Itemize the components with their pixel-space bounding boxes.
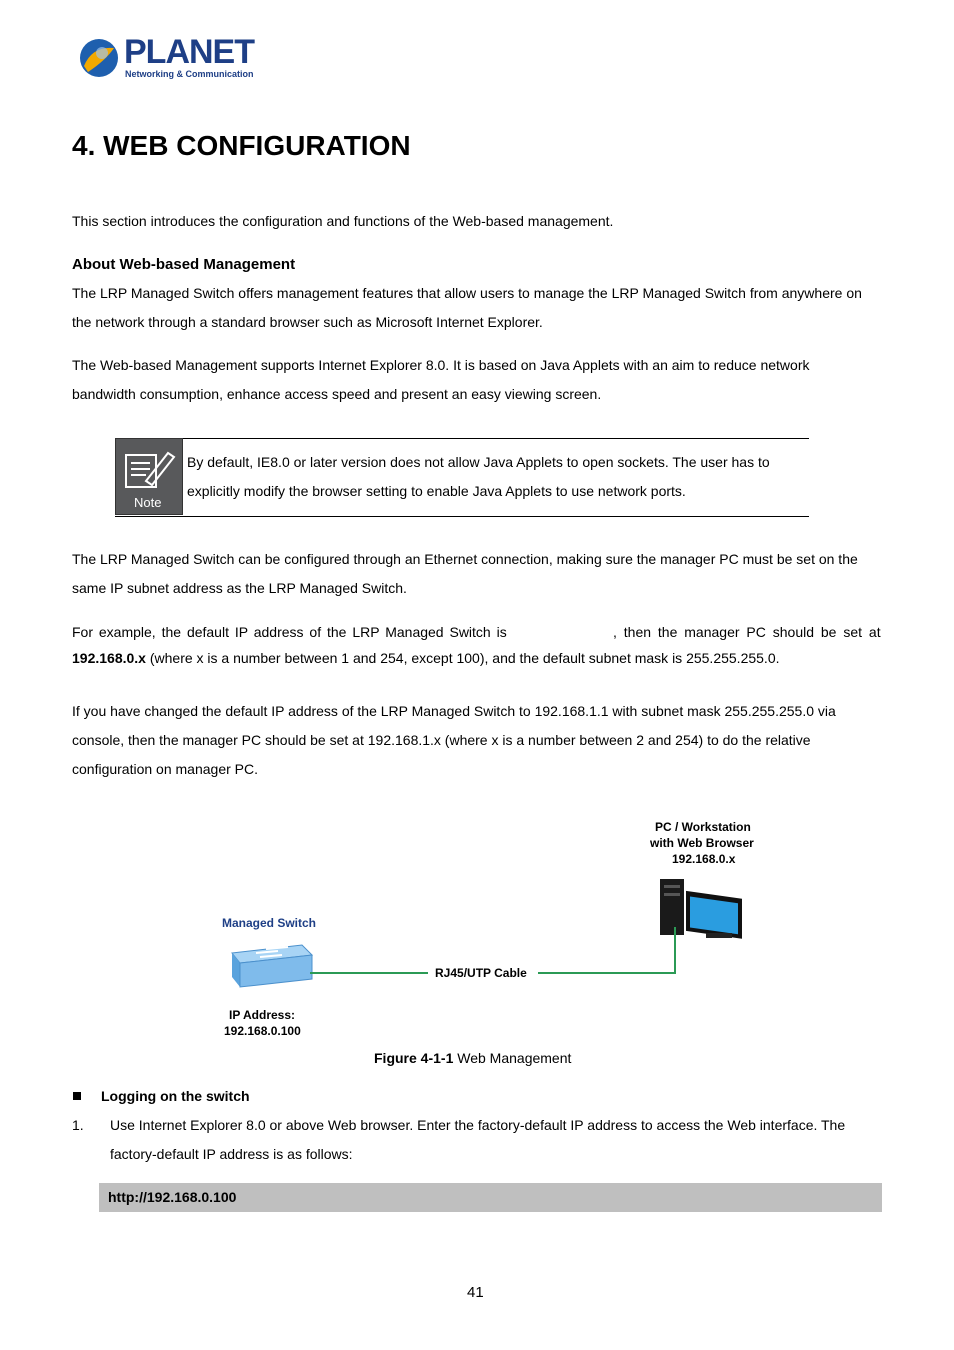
example-line1-a: For example, the default IP address of the LRP Managed Switch is (72, 624, 507, 640)
brand-name: PLANET (124, 33, 254, 71)
note-line2: explicitly modify the browser setting to enable Java Applets to use network ports. (187, 483, 686, 499)
cable-label: RJ45/UTP Cable (435, 966, 527, 980)
pc-label-1: PC / Workstation (655, 820, 751, 834)
brand-tagline: Networking & Communication (125, 69, 254, 79)
switch-label: Managed Switch (222, 916, 317, 930)
example-ip-bold: 192.168.0.x (72, 650, 146, 666)
cable-line (310, 927, 790, 1007)
bullet-square-icon (73, 1092, 81, 1100)
about-para1-line2: the network through a standard browser such as Microsoft Internet Explorer. (72, 314, 543, 330)
example-line2 (72, 644, 780, 673)
figure-caption-number: Figure 4-1-1 (374, 1050, 454, 1066)
about-para2-line2: bandwidth consumption, enhance access speed and present an easy viewing screen. (72, 386, 602, 402)
note-icon-label: Note (134, 495, 162, 510)
figure-caption-text: Web Management (453, 1050, 572, 1066)
page-number: 41 (467, 1284, 484, 1301)
example-line2-rest: (where x is a number between 1 and 254, except 100), and the default subnet mask is 255.255.255.0. (145, 650, 780, 666)
ethernet-line2: same IP subnet address as the LRP Managed Switch. (72, 580, 407, 596)
pc-label-2: with Web Browser (650, 836, 754, 850)
pc-label-3: 192.168.0.x (672, 852, 736, 866)
ip-label-2: 192.168.0.100 (224, 1024, 301, 1038)
figure-caption (374, 1044, 571, 1073)
network-diagram (200, 815, 760, 1045)
intro-text: This section introduces the configuration and functions of the Web-based management. (72, 213, 614, 229)
default-url: http://192.168.0.100 (108, 1189, 237, 1205)
step-number: 1. (72, 1117, 84, 1133)
changed-line1: If you have changed the default IP address of the LRP Managed Switch to 192.168.1.1 with subnet mask 255.255.255.0 via (72, 703, 836, 719)
step-line2: factory-default IP address is as follows: (110, 1146, 353, 1162)
note-pencil-icon (122, 447, 178, 491)
changed-line2: console, then the manager PC should be set at 192.168.1.x (where x is a number between 2 and 254) to do the relative (72, 732, 811, 748)
step-line1: Use Internet Explorer 8.0 or above Web browser. Enter the factory-default IP address to access the Web interface. The (110, 1117, 846, 1133)
about-para1-line1: The LRP Managed Switch offers management features that allow users to manage the LRP Managed Switch from anywhere on (72, 285, 862, 301)
note-icon-panel (115, 438, 183, 515)
ethernet-line1: The LRP Managed Switch can be configured through an Ethernet connection, making sure the manager PC must be set on the (72, 551, 858, 567)
managed-switch-icon (226, 941, 316, 991)
note-line1: By default, IE8.0 or later version does not allow Java Applets to open sockets. The user has to (187, 454, 770, 470)
example-line1-b: , then the manager PC should be set at (613, 624, 881, 640)
url-box (99, 1183, 882, 1212)
chapter-title: 4. WEB CONFIGURATION (72, 130, 411, 161)
about-heading: About Web-based Management (72, 256, 296, 273)
logging-heading: Logging on the switch (101, 1088, 250, 1104)
globe-icon (78, 36, 120, 80)
planet-logo (78, 33, 254, 82)
changed-line3: configuration on manager PC. (72, 761, 258, 777)
ip-label-1: IP Address: (229, 1008, 296, 1022)
about-para2-line1: The Web-based Management supports Internet Explorer 8.0. It is based on Java Applets with an aim to reduce network (72, 357, 810, 373)
